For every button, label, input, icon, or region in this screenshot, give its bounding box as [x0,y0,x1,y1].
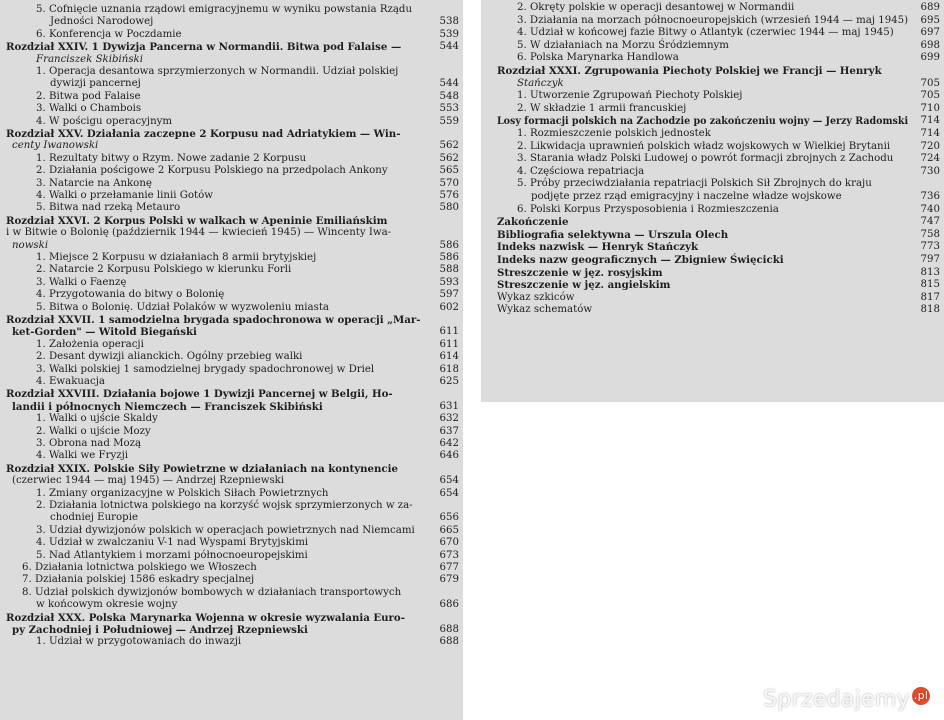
toc-entry-text: Stańczyk [517,77,564,89]
toc-entry-text: Rozdział XXV. Działania zaczepne 2 Korpusu nad Adriatykiem — Win- [6,128,401,140]
toc-page-number: 614 [439,351,459,363]
toc-page-number: 544 [439,78,459,90]
toc-entry [0,562,463,574]
toc-page-number: 688 [439,636,459,648]
toc-entry-text: ket-Gorden" — Witold Biegański [12,326,197,339]
toc-page-number: 562 [439,140,459,152]
toc-entry-text: 4. Ewakuacja [36,376,105,387]
toc-entry [0,116,463,128]
toc-page-number: 677 [439,562,459,573]
toc-entry [0,574,463,586]
toc-page-number: 817 [920,291,940,303]
toc-entry [0,264,463,276]
toc-page-number: 705 [920,77,940,89]
toc-entry-text: 2. Okręty polskie w operacji desantowej w Normandii [517,2,795,13]
toc-page-number: 570 [439,177,459,189]
toc-page-number: 553 [439,103,459,115]
toc-entry [481,40,944,52]
toc-entry [0,624,463,636]
toc-entry-text: 3. Udział dywizjonów polskich w operacjach powietrznych nad Niemcami [36,524,415,536]
toc-entry-text: 2. Działania pościgowe 2 Korpusu Polskiego na przedpolach Ankony [36,165,388,177]
toc-page-number: 548 [439,90,459,102]
toc-entry [0,401,463,413]
toc-entry-text: Rozdział XXIX. Polskie Siły Powietrzne w działaniach na kontynencie [6,462,398,475]
toc-entry [0,500,463,512]
toc-entry [481,267,944,279]
toc-entry-text: Rozdział XXVI. 2 Korpus Polski w walkach w Apeninie Emiliańskim [6,214,388,227]
toc-entry [481,216,944,228]
toc-entry-text: 8. Udział polskich dywizjonów bombowych w działaniach transportowych [22,586,402,598]
toc-entry [0,537,463,549]
toc-page-number: 611 [439,338,459,350]
toc-page-number: 656 [439,512,459,524]
toc-entry-text: 1. Udział w przygotowaniach do inwazji [36,636,242,648]
toc-entry-text: Jedności Narodowej [50,16,154,28]
toc-entry [0,54,463,66]
toc-entry [0,339,463,351]
toc-entry [0,488,463,500]
toc-entry-text: 2. Działania lotnictwa polskiego na korzyść wojsk sprzymierzonych w za- [36,500,413,511]
toc-entry-text: 5. Bitwa o Bolonię. Udział Polaków w wyzwoleniu miasta [36,301,330,313]
toc-entry [481,254,944,266]
toc-entry-text: Indeks nazwisk — Henryk Stańczyk [497,241,699,254]
toc-page-number: 580 [439,202,459,214]
toc-entry-text: 5. Nad Atlantykiem i morzami północnoeuropejskimi [36,549,308,561]
toc-page-number: 818 [920,304,940,316]
toc-entry-text: 6. Konferencja w Poczdamie [36,28,182,40]
toc-entry-text: 4. Walki o przełamanie linii Gotów [36,190,213,201]
toc-entry-text: dywizji pancernej [50,78,141,90]
toc-entry-text: Bibliografia selektywna — Urszula Olech [497,228,729,241]
toc-entry-text: 3. Starania władz Polski Ludowej o powrót formacji zbrojnych z Zachodu [517,153,894,165]
toc-page-number: 673 [439,549,459,561]
toc-page-number: 710 [920,102,940,114]
toc-entry [0,426,463,438]
toc-entry [0,153,463,165]
toc-entry [0,4,463,16]
toc-entry-text: 5. Bitwa nad rzeką Metauro [36,202,181,214]
toc-entry [0,41,463,53]
toc-page-number: 688 [439,624,459,635]
toc-entry [481,141,944,153]
toc-entry [0,165,463,177]
toc-entry-text: 3. Walki polskiej 1 samodzielnej brygady spadochronowej w Driel [36,363,375,375]
toc-entry [0,66,463,78]
toc-entry [0,91,463,103]
toc-entry-text: Wykaz szkiców [497,291,575,303]
toc-entry-text: 2. Likwidacja uprawnień polskich władz wojskowych w Wielkiej Brytanii [517,140,891,152]
toc-entry-text: landii i północnych Niemczech — Franciszek Skibiński [12,400,323,413]
toc-page-number: 539 [439,28,459,40]
toc-entry-text: 4. Częściowa repatriacja [517,165,645,177]
toc-entry-text: 6. Polski Korpus Przysposobienia i Rozmieszczenia [517,203,779,215]
toc-entry-text: 4. Przygotowania do bitwy o Bolonię [36,289,225,301]
toc-entry-text: Indeks nazw geograficznych — Zbigniew Święcicki [497,254,784,266]
toc-entry [481,178,944,190]
toc-entry [0,252,463,264]
toc-entry [0,550,463,562]
toc-entry [0,413,463,425]
toc-entry [0,178,463,190]
site-watermark [763,687,930,712]
toc-entry-text: podjęte przez rząd emigracyjny i naczelne władze wojskowe [531,191,842,202]
toc-entry-text: 7. Działania polskiej 1586 eskadry specjalnej [22,574,255,586]
toc-page-number: 618 [439,363,459,375]
toc-entry-text: 4. Udział w zwalczaniu V-1 nad Wyspami Brytyjskimi [36,537,309,549]
toc-page-number: 670 [439,537,459,549]
toc-page-number: 689 [920,2,940,13]
toc-entry-text: 1. Miejsce 2 Korpusu w działaniach 8 armii brytyjskiej [36,252,317,263]
toc-page-number: 736 [920,191,940,202]
toc-page-number: 538 [439,16,459,28]
toc-entry-text: Losy formacji polskich na Zachodzie po zakończeniu wojny — Jerzy Radomski [497,115,909,128]
toc-page-number: 724 [920,153,940,165]
toc-entry [481,292,944,304]
toc-entry-text: w końcowym okresie wojny [36,599,178,611]
toc-entry-text: py Zachodniej i Południowej — Andrzej Rzepniewski [12,624,308,636]
toc-entry [481,2,944,14]
toc-page-number: 815 [920,279,940,291]
toc-entry-text: 2. W składzie 1 armii francuskiej [517,102,687,114]
toc-entry [0,78,463,90]
toc-entry [0,463,463,475]
toc-entry [0,16,463,28]
toc-entry [0,227,463,239]
toc-entry [0,240,463,252]
toc-page-number: 695 [920,14,940,26]
toc-entry-text: Rozdział XXIV. 1 Dywizja Pancerna w Normandii. Bitwa pod Falaise — [6,41,402,54]
toc-page-number: 576 [439,190,459,201]
toc-entry-text: Rozdział XXXI. Zgrupowania Piechoty Polskiej we Francji — Henryk [497,65,882,77]
toc-entry [0,364,463,376]
toc-page-number: 758 [920,228,940,240]
toc-page-number: 714 [920,115,940,127]
toc-entry-text: 3. Walki o Chambois [36,103,142,115]
toc-entry [0,512,463,524]
toc-entry [0,450,463,462]
toc-page-number: 637 [439,425,459,437]
toc-entry-text: Franciszek Skibiński [36,53,143,65]
toc-entry [0,475,463,487]
toc-page-number: 813 [920,266,940,278]
toc-page-number: 747 [920,216,940,228]
toc-entry [0,103,463,115]
toc-page-number: 625 [439,376,459,387]
toc-entry [481,153,944,165]
toc-page-number: 631 [439,400,459,412]
toc-entry [481,78,944,90]
toc-entry [481,90,944,102]
toc-entry-text: 3. Działania na morzach północnoeuropejskich (wrzesień 1944 — maj 1945) [517,14,909,26]
toc-entry-text: 5. Próby przeciwdziałania repatriacji Polskich Sił Zbrojnych do kraju [517,178,872,190]
toc-entry-text: nowski [12,239,49,251]
toc-page-number: 697 [920,27,940,39]
toc-entry [0,587,463,599]
toc-entry [481,103,944,115]
toc-entry-text: centy Iwanowski [12,140,99,152]
toc-page-number: 773 [920,241,940,253]
toc-entry [0,289,463,301]
toc-entry [481,241,944,253]
toc-entry [481,229,944,241]
toc-entry-text: 6. Działania lotnictwa polskiego we Włoszech [22,562,257,573]
toc-page-number: 797 [920,254,940,265]
toc-page-number: 698 [920,39,940,51]
toc-entry-text: 3. Natarcie na Ankonę [36,177,152,189]
toc-entry [0,202,463,214]
toc-page-number: 646 [439,450,459,462]
toc-page-number: 597 [439,289,459,301]
toc-page-number: 593 [439,276,459,288]
toc-page-number: 730 [920,165,940,177]
toc-page-number: 699 [920,52,940,64]
toc-entry [481,166,944,178]
toc-page-number: 602 [439,301,459,313]
toc-entry [481,52,944,64]
toc-entry [0,636,463,648]
toc-entry-text: 1. Utworzenie Zgrupowań Piechoty Polskiej [517,90,743,102]
toc-page-number: 720 [920,140,940,152]
toc-entry [0,277,463,289]
toc-entry-text: 1. Założenia operacji [36,338,144,350]
toc-page-number: 705 [920,90,940,102]
toc-entry [0,376,463,388]
left-book-page [0,0,463,720]
toc-entry [0,612,463,624]
toc-page-number: 679 [439,574,459,586]
toc-entry [481,204,944,216]
toc-page-number: 562 [439,152,459,164]
toc-entry [481,115,944,127]
toc-entry-text: 2. Natarcie 2 Korpusu Polskiego w kierunku Forli [36,264,292,276]
toc-page-number: 544 [439,41,459,53]
watermark-badge: .pl [912,687,930,705]
toc-entry-text: chodniej Europie [50,512,138,524]
toc-entry [0,128,463,140]
toc-page-number: 714 [920,128,940,139]
toc-page-number: 686 [439,599,459,611]
toc-entry [0,599,463,611]
toc-page-number: 632 [439,413,459,425]
toc-entry [481,128,944,140]
toc-page-number: 740 [920,203,940,215]
toc-entry [0,525,463,537]
toc-page-number: 611 [439,326,459,338]
toc-entry [481,304,944,316]
toc-entry-text: 5. Cofnięcie uznania rządowi emigracyjnemu w wyniku powstania Rządu [36,4,413,15]
toc-entry-text: Streszczenie w jęz. angielskim [497,279,671,292]
toc-entry [0,140,463,152]
toc-entry [0,438,463,450]
toc-entry [481,279,944,291]
toc-entry [481,65,944,77]
toc-entry-text: 2. Desant dywizji alianckich. Ogólny przebieg walki [36,351,303,363]
watermark-text: Sprzedajemy [763,687,910,712]
toc-entry [0,314,463,326]
toc-entry [0,351,463,363]
toc-entry [0,190,463,202]
toc-entry-text: 3. Walki o Faenzę [36,276,127,288]
toc-entry-text: 3. Obrona nad Mozą [36,438,142,449]
toc-entry-text: Rozdział XXVII. 1 samodzielna brygada spadochronowa w operacji „Mar- [6,314,421,326]
toc-entry-text: Rozdział XXVIII. Działania bojowe 1 Dywizji Pancernej w Belgii, Ho- [6,388,393,401]
toc-page-number: 654 [439,475,459,487]
toc-entry [481,15,944,27]
toc-page-number: 654 [439,487,459,499]
toc-entry-text: 1. Rozmieszczenie polskich jednostek [517,128,711,139]
toc-entry-text: Zakończenie [497,216,569,229]
right-book-page [481,0,944,402]
toc-entry-text: 5. W działaniach na Morzu Śródziemnym [517,39,729,51]
toc-entry-text: 1. Zmiany organizacyjne w Polskich Siłach Powietrznych [36,487,329,499]
toc-entry [481,27,944,39]
toc-entry-text: 6. Polska Marynarka Handlowa [517,52,679,64]
toc-entry-text: 2. Bitwa pod Falaise [36,90,141,102]
toc-entry-text: Wykaz schematów [497,304,593,316]
toc-entry-text: (czerwiec 1944 — maj 1945) — Andrzej Rzepniewski [12,475,285,487]
toc-entry-text: 4. Udział w końcowej fazie Bitwy o Atlantyk (czerwiec 1944 — maj 1945) [517,27,894,39]
toc-page-number: 665 [439,524,459,536]
toc-entry-text: 2. Walki o ujście Mozy [36,425,151,437]
toc-page-number: 559 [439,115,459,127]
toc-page-number: 588 [439,264,459,276]
toc-page-number: 586 [439,252,459,263]
toc-entry-text: 4. W pościgu operacyjnym [36,115,173,127]
toc-entry-text: Rozdział XXX. Polska Marynarka Wojenna w okresie wyzwalania Euro- [6,611,405,624]
toc-entry [481,191,944,203]
toc-entry-text: i w Bitwie o Bolonię (październik 1944 — kwiecień 1945) — Wincenty Iwa- [6,227,392,239]
toc-page-number: 642 [439,438,459,449]
toc-entry-text: 1. Rezultaty bitwy o Rzym. Nowe zadanie 2 Korpusu [36,152,307,164]
toc-entry [0,388,463,400]
toc-entry [0,215,463,227]
toc-page-number: 586 [439,239,459,251]
toc-entry-text: Streszczenie w jęz. rosyjskim [497,266,663,279]
toc-page-number: 565 [439,165,459,177]
toc-entry [0,302,463,314]
toc-entry [0,326,463,338]
toc-entry-text: 1. Walki o ujście Skaldy [36,413,158,425]
toc-entry-text: 4. Walki we Fryzji [36,450,129,462]
toc-entry [0,29,463,41]
toc-entry-text: 1. Operacja desantowa sprzymierzonych w Normandii. Udział polskiej [36,66,399,77]
